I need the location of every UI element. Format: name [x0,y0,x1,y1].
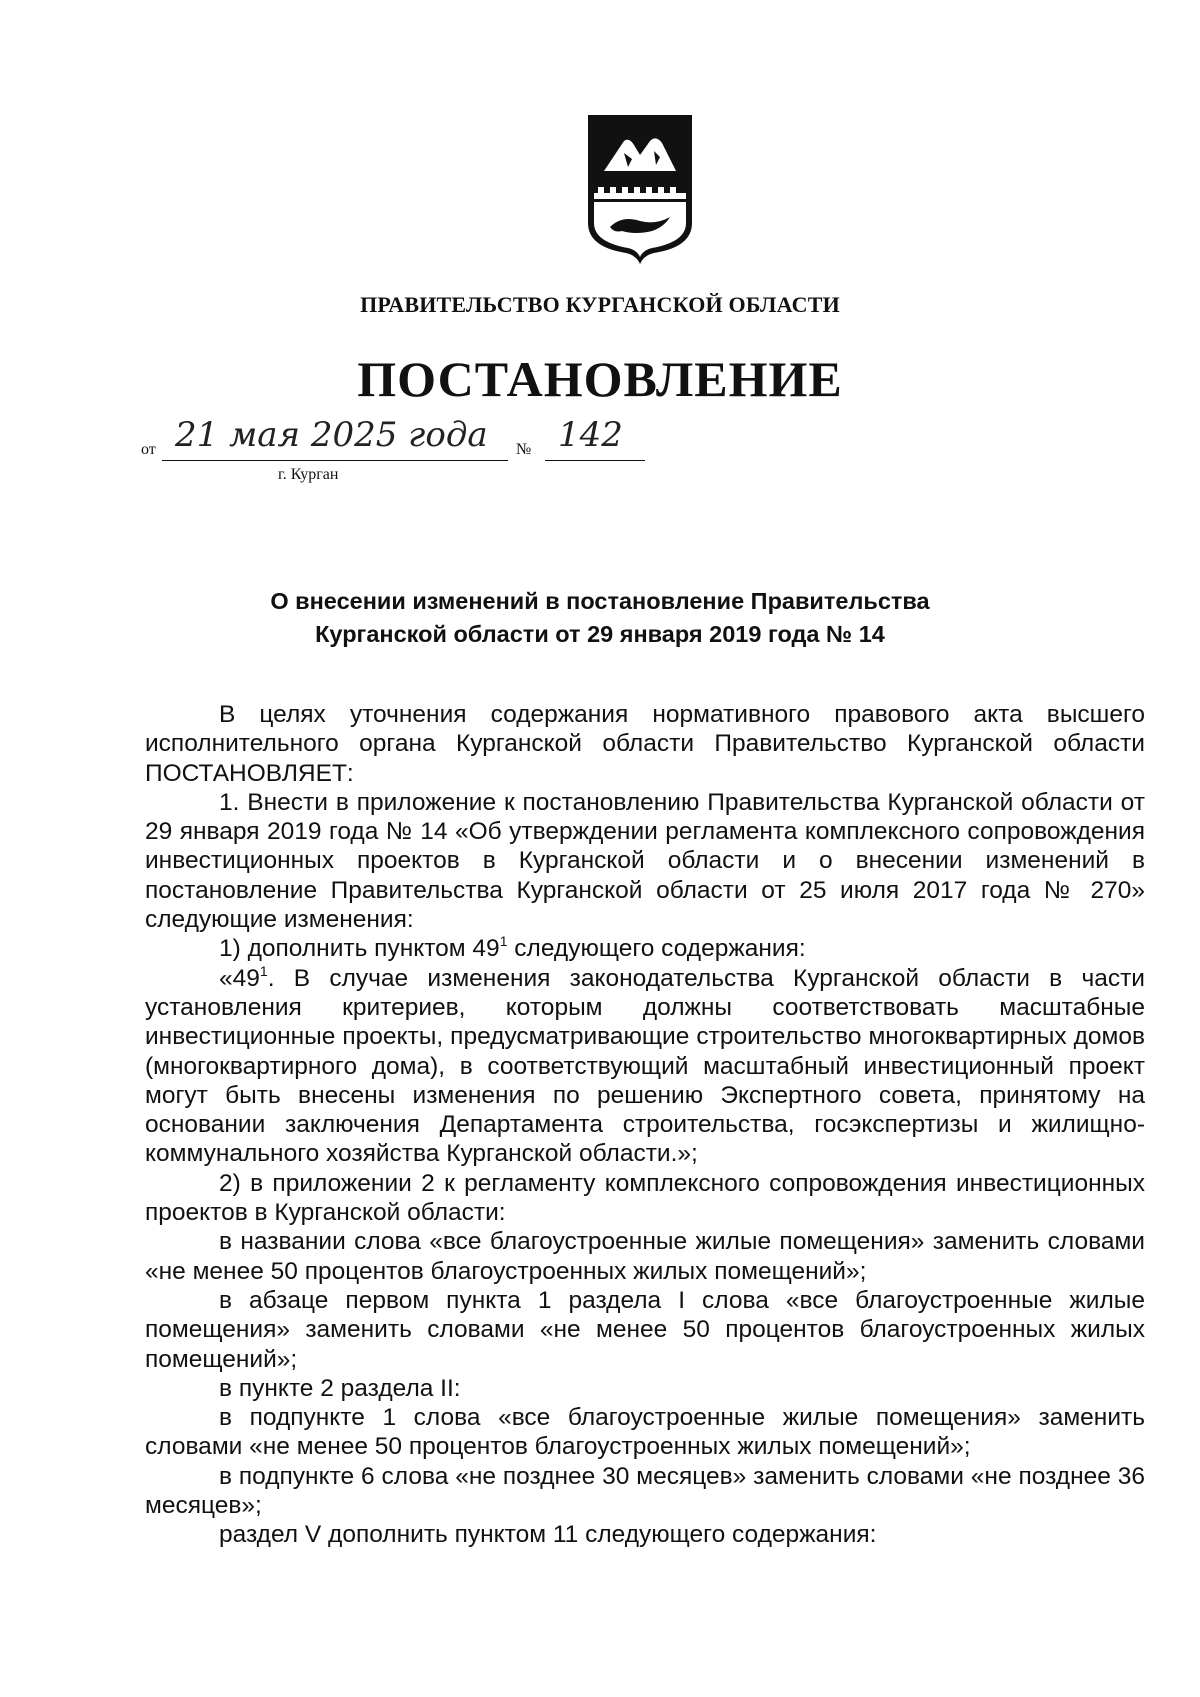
subclause-2-paragraph: 2) в приложении 2 к регламенту комплексного сопровождения инвестиционных проектов в Курганской области: [145,1169,1145,1227]
handwritten-date: 21 мая 2025 года [175,415,488,455]
amendment-section-5-paragraph: раздел V дополнить пунктом 11 следующего содержания: [219,1521,877,1549]
amendment-title-paragraph: в названии слова «все благоустроенные жилые помещения» заменить словами «не менее 50 процентов благоустроенных жилых помещений»; [145,1228,1145,1285]
clause-1-paragraph: 1. Внести в приложение к постановлению Правительства Курганской области от 29 января 2019 года № 14 «Об утверждении регламента комплексного сопровождения инвестиционных проектов в Курганской области и о внесении изменений в постановление Правительства Курганской области от 25 июля 2017 года № 270» следующие изменения: [145,788,1145,934]
number-prefix-label: № [516,441,532,458]
title-line-1: О внесении изменений в постановление Правительства [270,588,930,614]
preamble-paragraph: В целях уточнения содержания нормативного правового акта высшего исполнительного органа Курганской области Правительство Курганской области ПОСТАНОВЛЯЕТ: [145,701,1145,787]
amendment-section-2-paragraph: в пункте 2 раздела II: [219,1374,461,1402]
title-line-2: Курганской области от 29 января 2019 года № 14 [315,621,885,647]
date-underline [162,460,508,461]
city-label: г. Курган [278,466,339,483]
document-body [145,700,1145,1550]
superscript: 1 [259,962,268,979]
clause-49-1-text-a: «49 [219,964,260,992]
clause-49-1-paragraph [145,964,1145,1169]
amendment-subitem-1-paragraph: в подпункте 1 слова «все благоустроенные жилые помещения» заменить словами «не менее 50 процентов благоустроенных жилых помещений»; [145,1404,1145,1461]
subclause-1-text-b: следующего содержания: [507,935,806,963]
government-name: ПРАВИТЕЛЬСТВО КУРГАНСКОЙ ОБЛАСТИ [360,292,840,317]
handwritten-number: 142 [558,415,623,455]
amendment-section-1-paragraph: в абзаце первом пункта 1 раздела I слова «все благоустроенные жилые помещения» заменить словами «не менее 50 процентов благоустроенных жилых помещений»; [145,1286,1145,1373]
document-type: ПОСТАНОВЛЕНИЕ [357,351,843,407]
subclause-1-paragraph [145,934,1145,963]
amendment-subitem-6-paragraph: в подпункте 6 слова «не позднее 30 месяцев» заменить словами «не позднее 36 месяцев»; [145,1462,1145,1520]
clause-49-1-text-b: . В случае изменения законодательства Курганской области в части установления критериев, которым должны соответствовать масштабные инвестиционные проекты, предусматривающие строительство многоквартирных домов (многоквартирного дома), в соответствующий масштабный инвестиционный проект могут быть внесены изменения по решению Экспертного совета, принятому на основании заключения Департамента строительства, госэкспертизы и жилищно-коммунального хозяйства Курганской области.»; [145,964,1145,1168]
document-title [0,585,1200,651]
subclause-1-text-a: 1) дополнить пунктом 49 [219,935,500,963]
date-prefix-label: от [141,441,156,458]
kurgan-oblast-coat-of-arms-icon [582,111,698,265]
superscript: 1 [499,933,508,950]
number-underline [545,460,645,461]
